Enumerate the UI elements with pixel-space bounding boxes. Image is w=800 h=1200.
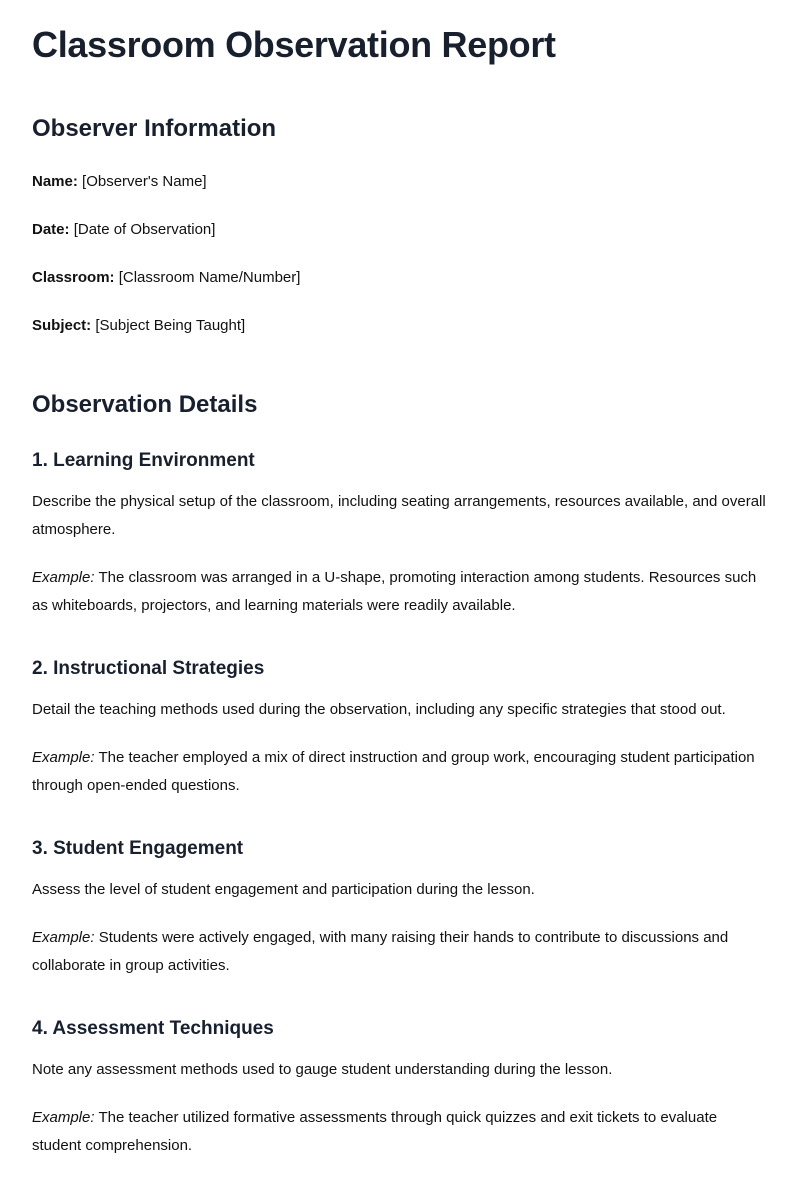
example-prefix: Example: — [32, 929, 95, 946]
subject-field — [32, 316, 245, 336]
field-value: [Date of Observation] — [73, 221, 216, 238]
assessment-techniques-heading: 4. Assessment Techniques — [32, 1018, 274, 1039]
field-value: [Subject Being Taught] — [95, 317, 246, 334]
learning-environment-description: Describe the physical setup of the classroom, including seating arrangements, resources available, and overall atmosphere. — [32, 493, 766, 538]
learning-environment-example — [32, 564, 768, 620]
example-text: The teacher employed a mix of direct instruction and group work, encouraging student participation through open-ended questions. — [32, 749, 755, 794]
field-value: [Observer's Name] — [82, 173, 207, 190]
example-text: The classroom was arranged in a U-shape, promoting interaction among students. Resources such as whiteboards, projectors, and learning materials were readily available. — [32, 569, 757, 614]
assessment-techniques-example — [32, 1104, 768, 1160]
example-prefix: Example: — [32, 1109, 95, 1126]
assessment-techniques-description: Note any assessment methods used to gauge student understanding during the lesson. — [32, 1061, 613, 1078]
instructional-strategies-description: Detail the teaching methods used during the observation, including any specific strategies that stood out. — [32, 701, 726, 718]
example-prefix: Example: — [32, 569, 95, 586]
instructional-strategies-heading: 2. Instructional Strategies — [32, 658, 265, 679]
field-label: Date: — [32, 221, 70, 238]
instructional-strategies-example — [32, 744, 768, 800]
observation-details-heading: Observation Details — [32, 391, 258, 418]
field-label: Classroom: — [32, 269, 115, 286]
example-prefix: Example: — [32, 749, 95, 766]
observer-name-field — [32, 172, 207, 192]
example-text: The teacher utilized formative assessments through quick quizzes and exit tickets to evaluate student comprehension. — [32, 1109, 718, 1154]
student-engagement-example — [32, 924, 768, 980]
example-text: Students were actively engaged, with many raising their hands to contribute to discussions and collaborate in group activities. — [32, 929, 729, 974]
observation-date-field — [32, 220, 215, 240]
field-label: Name: — [32, 173, 78, 190]
field-value: [Classroom Name/Number] — [118, 269, 301, 286]
observer-information-heading: Observer Information — [32, 115, 277, 142]
field-label: Subject: — [32, 317, 92, 334]
student-engagement-heading: 3. Student Engagement — [32, 838, 244, 859]
learning-environment-heading: 1. Learning Environment — [32, 450, 255, 471]
student-engagement-description: Assess the level of student engagement and participation during the lesson. — [32, 881, 535, 898]
classroom-field — [32, 268, 300, 288]
page-title: Classroom Observation Report — [32, 24, 556, 65]
